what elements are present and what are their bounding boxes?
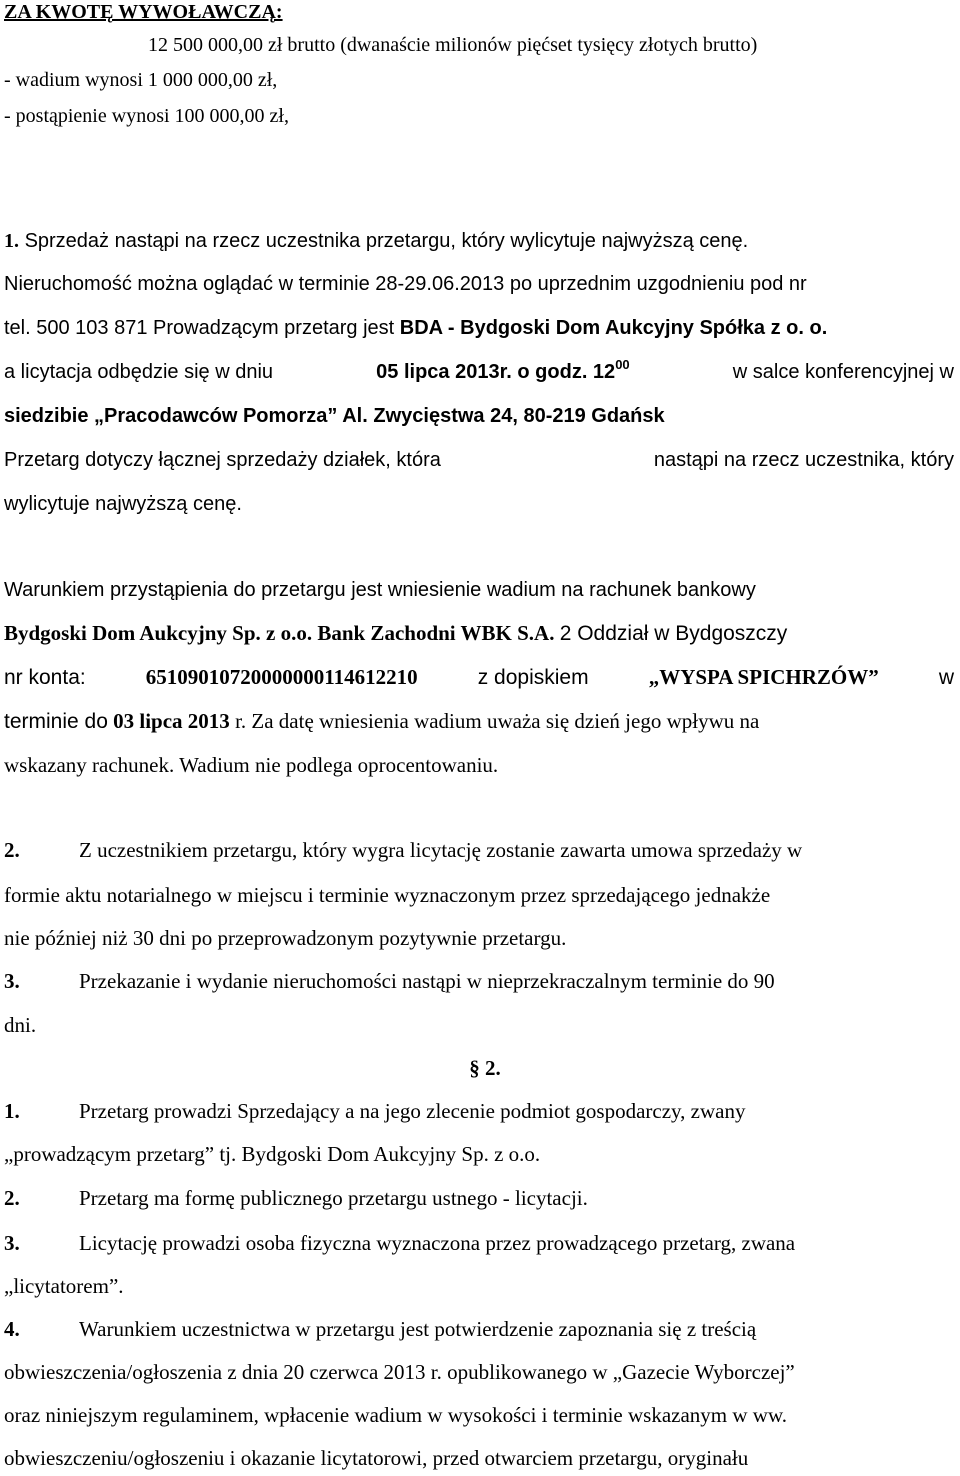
p4-line-4: obwieszczeniu/ogłoszeniu i okazanie licytatorowi, przed otwarciem przetargu, oryginału xyxy=(4,1446,749,1470)
s2-number: 2. xyxy=(4,838,20,862)
w-text-1: Warunkiem przystąpienia do przetargu jest wniesienie wadium na rachunek bankowy xyxy=(4,579,756,601)
s1-number: 1. xyxy=(4,230,19,252)
venue-address: Zwycięstwa 24, 80-219 Gdańsk xyxy=(373,405,665,427)
deposit-line: - wadium wynosi 1 000 000,00 zł, xyxy=(4,69,278,91)
s1-line-2: Nieruchomość można oglądać w terminie 28-29.06.2013 po uprzednim uzgodnieniu pod nr xyxy=(4,273,807,295)
auction-date: 05 lipca 2013r. o godz. $12^{00}$ xyxy=(376,357,630,383)
w-line-3 xyxy=(4,667,954,688)
w-text-3e: w xyxy=(938,666,954,689)
s1-text-1: Sprzedaż nastąpi na rzecz uczestnika przetargu, który wylicytuje najwyższą cenę. xyxy=(24,230,749,252)
s1-text-6b: nastąpi na rzecz uczestnika, który xyxy=(653,449,954,471)
p3-number: 3. xyxy=(4,1231,20,1255)
s1-line-4 xyxy=(4,357,954,383)
w-text-4c: r. Za datę wniesienia wadium uważa się dzień jego wpływu na xyxy=(235,709,760,733)
p2-line-1 xyxy=(4,1188,954,1209)
p3-text-1: Licytację prowadzi osoba fizyczna wyznaczona przez prowadzącego przetarg, zwana xyxy=(79,1231,796,1255)
account-label: nr konta: xyxy=(4,666,86,689)
s1-text-4c: w salce konferencyjnej w xyxy=(732,361,954,383)
s2-text-1: Z uczestnikiem przetargu, który wygra licytację zostanie zawarta umowa sprzedaży w xyxy=(79,838,803,862)
p2-number: 2. xyxy=(4,1186,20,1210)
p2-text-1: Przetarg ma formę publicznego przetargu ustnego - licytacji. xyxy=(79,1186,588,1210)
increment-line: - postąpienie wynosi 100 000,00 zł, xyxy=(4,105,289,127)
w-line-2 xyxy=(4,623,954,644)
s2-line-2: formie aktu notarialnego w miejscu i terminie wyznaczonym przez sprzedającego jednakże xyxy=(4,883,771,907)
starting-price: 12 500 000,00 zł brutto (dwanaście milionów pięćset tysięcy złotych brutto) xyxy=(148,34,758,56)
bank-account-holder: Bydgoski Dom Aukcyjny Sp. z o.o. Bank Zachodni WBK S.A. xyxy=(4,621,555,645)
s1-text-3a: tel. 500 103 871 Prowadzącym przetarg jest xyxy=(4,317,395,339)
account-number: 65109010720000000114612210 xyxy=(145,665,418,689)
organizer-name: BDA - Bydgoski Dom Aukcyjny Spółka z o. o. xyxy=(399,317,828,339)
deadline-label: terminie do xyxy=(4,710,108,733)
heading: ZA KWOTĘ WYWOŁAWCZĄ: xyxy=(4,1,283,23)
s1-line-7: wylicytuje najwyższą cenę. xyxy=(4,493,242,515)
s1-line-6 xyxy=(4,450,954,470)
s3-number: 3. xyxy=(4,969,20,993)
p3-line-1 xyxy=(4,1233,954,1254)
p4-line-1 xyxy=(4,1319,954,1340)
s1-line-5 xyxy=(4,406,954,426)
bank-branch: 2 Oddział w Bydgoszczy xyxy=(559,622,788,645)
s2-line-1 xyxy=(4,840,954,861)
p4-line-3: oraz niniejszym regulaminem, wpłacenie wadium w wysokości i terminie wskazanym w ww. xyxy=(4,1403,788,1427)
w-line-1 xyxy=(4,580,954,600)
p1-line-1 xyxy=(4,1101,954,1122)
p1-text-1: Przetarg prowadzi Sprzedający a na jego zlecenie podmiot gospodarczy, zwany xyxy=(79,1099,746,1123)
transfer-note: „WYSPA SPICHRZÓW” xyxy=(648,665,879,689)
s3-line-1 xyxy=(4,971,954,992)
p1-number: 1. xyxy=(4,1099,20,1123)
w-line-5: wskazany rachunek. Wadium nie podlega oprocentowaniu. xyxy=(4,753,499,777)
s1-line-1 xyxy=(4,231,954,251)
deposit-deadline: 03 lipca 2013 xyxy=(113,709,230,733)
venue-name: siedzibie „Pracodawców Pomorza” Al. xyxy=(4,405,368,427)
s3-text-1: Przekazanie i wydanie nieruchomości nastąpi w nieprzekraczalnym terminie do 90 xyxy=(79,969,775,993)
s1-text-6a: Przetarg dotyczy łącznej sprzedaży działek, która xyxy=(4,449,441,471)
p1-line-2: „prowadzącym przetarg” tj. Bydgoski Dom Aukcyjny Sp. z o.o. xyxy=(4,1142,541,1166)
p4-text-1: Warunkiem uczestnictwa w przetargu jest potwierdzenie zapoznania się z treścią xyxy=(79,1317,757,1341)
s3-line-2: dni. xyxy=(4,1013,37,1037)
section-2-title: § 2. xyxy=(469,1056,501,1080)
s1-text-4a: a licytacja odbędzie się w dniu xyxy=(4,361,274,383)
p3-line-2: „licytatorem”. xyxy=(4,1274,124,1298)
w-line-4 xyxy=(4,711,954,732)
p4-number: 4. xyxy=(4,1317,20,1341)
p4-line-2: obwieszczenia/ogłoszenia z dnia 20 czerwca 2013 r. opublikowanego w „Gazecie Wyborczej” xyxy=(4,1360,795,1384)
s1-line-3 xyxy=(4,318,954,338)
note-label: z dopiskiem xyxy=(477,666,589,689)
s2-line-3: nie później niż 30 dni po przeprowadzonym pozytywnie przetargu. xyxy=(4,926,567,950)
